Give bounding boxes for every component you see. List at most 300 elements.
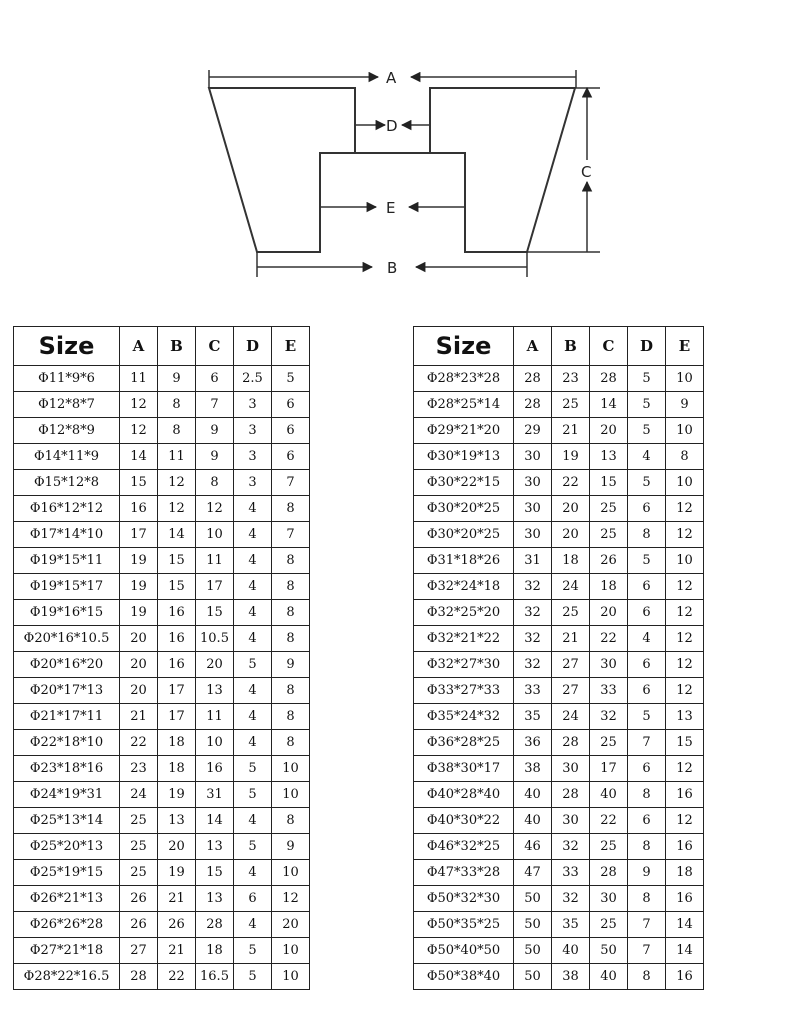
cell-c: 28 (590, 366, 628, 392)
header-b: B (158, 327, 196, 366)
cell-e: 8 (272, 704, 310, 730)
cell-e: 6 (272, 418, 310, 444)
cell-e: 7 (272, 470, 310, 496)
cell-a: 40 (514, 808, 552, 834)
table-row (414, 444, 704, 470)
cell-a: 19 (120, 548, 158, 574)
cell-a: 50 (514, 964, 552, 990)
cell-b: 8 (158, 418, 196, 444)
cell-c: 15 (196, 600, 234, 626)
cell-a: 30 (514, 470, 552, 496)
cell-a: 22 (120, 730, 158, 756)
cell-c: 28 (590, 860, 628, 886)
cell-e: 8 (272, 730, 310, 756)
cell-c: 31 (196, 782, 234, 808)
cell-c: 13 (196, 886, 234, 912)
cell-a: 25 (120, 808, 158, 834)
cell-d: 4 (234, 496, 272, 522)
cell-a: 16 (120, 496, 158, 522)
cell-b: 21 (552, 626, 590, 652)
cell-size: Φ12*8*7 (14, 392, 120, 418)
cell-d: 8 (628, 522, 666, 548)
cell-b: 16 (158, 600, 196, 626)
cell-b: 20 (552, 522, 590, 548)
table-row (414, 392, 704, 418)
cell-size: Φ17*14*10 (14, 522, 120, 548)
table-row (414, 782, 704, 808)
table-row (14, 366, 310, 392)
cell-a: 14 (120, 444, 158, 470)
cell-e: 8 (272, 548, 310, 574)
cell-b: 32 (552, 886, 590, 912)
cell-e: 10 (666, 470, 704, 496)
cell-a: 28 (120, 964, 158, 990)
cell-d: 5 (234, 652, 272, 678)
cell-b: 9 (158, 366, 196, 392)
cell-c: 25 (590, 912, 628, 938)
cell-d: 4 (234, 730, 272, 756)
label-a: A (386, 69, 397, 87)
cell-d: 4 (234, 574, 272, 600)
cell-e: 10 (272, 964, 310, 990)
cell-size: Φ30*20*25 (414, 522, 514, 548)
cell-d: 8 (628, 782, 666, 808)
cell-c: 16 (196, 756, 234, 782)
header-e: E (272, 327, 310, 366)
label-d: D (386, 117, 398, 135)
cell-a: 26 (120, 886, 158, 912)
cell-a: 29 (514, 418, 552, 444)
cell-d: 4 (234, 678, 272, 704)
cell-b: 17 (158, 704, 196, 730)
cell-b: 8 (158, 392, 196, 418)
cell-size: Φ40*30*22 (414, 808, 514, 834)
cell-b: 20 (552, 496, 590, 522)
cell-e: 15 (666, 730, 704, 756)
cell-d: 3 (234, 418, 272, 444)
cell-a: 35 (514, 704, 552, 730)
cell-b: 12 (158, 496, 196, 522)
cell-d: 5 (234, 938, 272, 964)
cell-d: 5 (234, 756, 272, 782)
cell-a: 33 (514, 678, 552, 704)
cell-b: 28 (552, 782, 590, 808)
cell-c: 30 (590, 886, 628, 912)
cell-a: 26 (120, 912, 158, 938)
cell-d: 5 (628, 704, 666, 730)
cell-b: 17 (158, 678, 196, 704)
table-row (14, 938, 310, 964)
dimension-diagram (0, 0, 800, 300)
cell-d: 8 (628, 886, 666, 912)
cell-a: 30 (514, 522, 552, 548)
table-row (14, 470, 310, 496)
cell-e: 16 (666, 886, 704, 912)
cell-b: 14 (158, 522, 196, 548)
cell-a: 40 (514, 782, 552, 808)
cell-d: 6 (234, 886, 272, 912)
cell-c: 18 (196, 938, 234, 964)
cell-c: 10 (196, 522, 234, 548)
cell-c: 25 (590, 496, 628, 522)
cell-b: 22 (158, 964, 196, 990)
cell-d: 7 (628, 730, 666, 756)
cell-c: 14 (196, 808, 234, 834)
cell-b: 15 (158, 548, 196, 574)
cell-b: 18 (158, 730, 196, 756)
cell-e: 8 (272, 496, 310, 522)
cell-a: 50 (514, 912, 552, 938)
cell-size: Φ50*32*30 (414, 886, 514, 912)
cell-b: 30 (552, 808, 590, 834)
cell-d: 4 (234, 522, 272, 548)
cell-d: 3 (234, 444, 272, 470)
table-row (14, 782, 310, 808)
cell-e: 12 (666, 808, 704, 834)
cell-e: 10 (272, 756, 310, 782)
cell-e: 9 (272, 652, 310, 678)
cell-size: Φ46*32*25 (414, 834, 514, 860)
cell-a: 20 (120, 678, 158, 704)
cell-c: 10 (196, 730, 234, 756)
cell-b: 19 (158, 860, 196, 886)
cell-c: 15 (590, 470, 628, 496)
table-row (414, 600, 704, 626)
cell-e: 20 (272, 912, 310, 938)
cell-b: 16 (158, 652, 196, 678)
cell-d: 4 (234, 548, 272, 574)
cell-a: 25 (120, 860, 158, 886)
cell-a: 47 (514, 860, 552, 886)
table-row (14, 964, 310, 990)
cell-c: 11 (196, 704, 234, 730)
cell-e: 14 (666, 912, 704, 938)
cell-size: Φ16*12*12 (14, 496, 120, 522)
cell-e: 12 (666, 626, 704, 652)
cell-c: 26 (590, 548, 628, 574)
cell-d: 3 (234, 470, 272, 496)
table-row (14, 496, 310, 522)
cell-size: Φ23*18*16 (14, 756, 120, 782)
cell-a: 17 (120, 522, 158, 548)
cell-a: 23 (120, 756, 158, 782)
cell-size: Φ20*16*10.5 (14, 626, 120, 652)
cell-b: 24 (552, 574, 590, 600)
cell-d: 6 (628, 756, 666, 782)
cell-d: 4 (628, 626, 666, 652)
cell-e: 12 (666, 496, 704, 522)
cell-a: 38 (514, 756, 552, 782)
cell-b: 18 (158, 756, 196, 782)
cell-e: 10 (272, 938, 310, 964)
table-row (414, 652, 704, 678)
cell-size: Φ50*38*40 (414, 964, 514, 990)
cell-c: 13 (196, 678, 234, 704)
cell-size: Φ20*17*13 (14, 678, 120, 704)
cell-size: Φ36*28*25 (414, 730, 514, 756)
table-row (14, 834, 310, 860)
cell-b: 18 (552, 548, 590, 574)
cell-c: 6 (196, 366, 234, 392)
dimension-c (527, 88, 600, 252)
table-row (414, 678, 704, 704)
cell-size: Φ19*15*17 (14, 574, 120, 600)
table-row (14, 730, 310, 756)
cell-d: 6 (628, 678, 666, 704)
table-row (414, 808, 704, 834)
cell-b: 30 (552, 756, 590, 782)
cell-e: 9 (272, 834, 310, 860)
cell-a: 32 (514, 652, 552, 678)
cell-b: 32 (552, 834, 590, 860)
cell-d: 5 (628, 548, 666, 574)
cell-a: 20 (120, 652, 158, 678)
cell-b: 21 (158, 938, 196, 964)
cell-d: 5 (628, 418, 666, 444)
table-row (14, 886, 310, 912)
cell-c: 22 (590, 626, 628, 652)
cell-e: 8 (272, 678, 310, 704)
cell-d: 4 (234, 600, 272, 626)
cell-c: 11 (196, 548, 234, 574)
cell-b: 33 (552, 860, 590, 886)
cell-b: 27 (552, 678, 590, 704)
cell-size: Φ31*18*26 (414, 548, 514, 574)
cell-c: 17 (590, 756, 628, 782)
cell-d: 2.5 (234, 366, 272, 392)
cell-e: 10 (272, 860, 310, 886)
cell-b: 25 (552, 600, 590, 626)
cell-e: 12 (666, 600, 704, 626)
cell-c: 14 (590, 392, 628, 418)
label-c: C (581, 163, 592, 181)
table-row (14, 574, 310, 600)
table-row (414, 574, 704, 600)
cell-d: 5 (234, 782, 272, 808)
cell-e: 16 (666, 834, 704, 860)
cell-c: 25 (590, 730, 628, 756)
cell-e: 12 (666, 652, 704, 678)
table-row (14, 522, 310, 548)
cell-size: Φ50*40*50 (414, 938, 514, 964)
part-outline (209, 88, 575, 252)
cell-size: Φ27*21*18 (14, 938, 120, 964)
cell-a: 21 (120, 704, 158, 730)
cell-d: 8 (628, 964, 666, 990)
table-header-row (14, 327, 310, 366)
cell-b: 13 (158, 808, 196, 834)
header-b: B (552, 327, 590, 366)
cell-a: 36 (514, 730, 552, 756)
cell-b: 26 (158, 912, 196, 938)
cell-d: 6 (628, 600, 666, 626)
table-row (14, 678, 310, 704)
cell-e: 10 (666, 548, 704, 574)
cell-size: Φ32*27*30 (414, 652, 514, 678)
cell-c: 22 (590, 808, 628, 834)
cell-size: Φ26*21*13 (14, 886, 120, 912)
header-d: D (234, 327, 272, 366)
cell-a: 50 (514, 938, 552, 964)
cell-d: 5 (628, 470, 666, 496)
cell-d: 4 (234, 912, 272, 938)
cell-size: Φ12*8*9 (14, 418, 120, 444)
table-row (14, 912, 310, 938)
table-row (14, 808, 310, 834)
cell-size: Φ26*26*28 (14, 912, 120, 938)
table-row (14, 756, 310, 782)
cell-e: 18 (666, 860, 704, 886)
cell-e: 12 (666, 574, 704, 600)
cell-b: 40 (552, 938, 590, 964)
cell-a: 30 (514, 444, 552, 470)
table-row (414, 756, 704, 782)
cell-a: 30 (514, 496, 552, 522)
table-row (14, 626, 310, 652)
cell-size: Φ30*20*25 (414, 496, 514, 522)
cell-size: Φ29*21*20 (414, 418, 514, 444)
cell-e: 5 (272, 366, 310, 392)
cell-c: 13 (590, 444, 628, 470)
cell-size: Φ15*12*8 (14, 470, 120, 496)
cell-size: Φ14*11*9 (14, 444, 120, 470)
cell-size: Φ30*22*15 (414, 470, 514, 496)
table-row (414, 626, 704, 652)
cell-size: Φ19*16*15 (14, 600, 120, 626)
table-row (414, 418, 704, 444)
cell-b: 35 (552, 912, 590, 938)
cell-c: 25 (590, 834, 628, 860)
cell-c: 32 (590, 704, 628, 730)
cell-a: 24 (120, 782, 158, 808)
cell-size: Φ50*35*25 (414, 912, 514, 938)
cell-c: 8 (196, 470, 234, 496)
size-table-right (413, 326, 704, 990)
cell-e: 9 (666, 392, 704, 418)
cell-e: 10 (666, 366, 704, 392)
cell-b: 21 (158, 886, 196, 912)
cell-size: Φ20*16*20 (14, 652, 120, 678)
table-row (414, 366, 704, 392)
cell-c: 12 (196, 496, 234, 522)
cell-b: 19 (158, 782, 196, 808)
cell-c: 16.5 (196, 964, 234, 990)
table-row (414, 834, 704, 860)
cell-size: Φ30*19*13 (414, 444, 514, 470)
cell-c: 28 (196, 912, 234, 938)
table-row (414, 938, 704, 964)
cell-b: 27 (552, 652, 590, 678)
cell-d: 7 (628, 912, 666, 938)
cell-c: 9 (196, 444, 234, 470)
cell-c: 7 (196, 392, 234, 418)
cell-b: 25 (552, 392, 590, 418)
cell-size: Φ32*24*18 (414, 574, 514, 600)
table-row (414, 496, 704, 522)
cell-e: 6 (272, 444, 310, 470)
cell-e: 13 (666, 704, 704, 730)
cell-e: 10 (666, 418, 704, 444)
cell-e: 8 (272, 574, 310, 600)
table-row (14, 418, 310, 444)
table-row (414, 886, 704, 912)
cell-d: 5 (234, 964, 272, 990)
cell-size: Φ19*15*11 (14, 548, 120, 574)
cell-d: 4 (234, 808, 272, 834)
table-row (14, 860, 310, 886)
cell-a: 15 (120, 470, 158, 496)
table-row (414, 704, 704, 730)
cell-size: Φ25*20*13 (14, 834, 120, 860)
header-c: C (196, 327, 234, 366)
cell-a: 12 (120, 392, 158, 418)
cell-b: 15 (158, 574, 196, 600)
size-table-left (13, 326, 310, 990)
dimension-b (257, 252, 527, 277)
cell-size: Φ21*17*11 (14, 704, 120, 730)
cell-c: 25 (590, 522, 628, 548)
cell-c: 40 (590, 782, 628, 808)
cell-b: 19 (552, 444, 590, 470)
label-b: B (387, 259, 398, 277)
cell-b: 12 (158, 470, 196, 496)
dimension-e (320, 199, 465, 217)
cell-size: Φ11*9*6 (14, 366, 120, 392)
cell-a: 46 (514, 834, 552, 860)
cell-b: 11 (158, 444, 196, 470)
header-a: A (120, 327, 158, 366)
cell-c: 40 (590, 964, 628, 990)
cell-e: 12 (666, 678, 704, 704)
cell-size: Φ40*28*40 (414, 782, 514, 808)
cell-a: 20 (120, 626, 158, 652)
cell-c: 30 (590, 652, 628, 678)
cell-a: 25 (120, 834, 158, 860)
cell-a: 28 (514, 366, 552, 392)
cell-e: 7 (272, 522, 310, 548)
cell-e: 6 (272, 392, 310, 418)
cell-d: 5 (234, 834, 272, 860)
cell-a: 28 (514, 392, 552, 418)
header-d: D (628, 327, 666, 366)
table-row (14, 392, 310, 418)
cell-d: 5 (628, 392, 666, 418)
cell-b: 16 (158, 626, 196, 652)
cell-size: Φ35*24*32 (414, 704, 514, 730)
cell-size: Φ24*19*31 (14, 782, 120, 808)
cell-size: Φ32*25*20 (414, 600, 514, 626)
cell-a: 19 (120, 600, 158, 626)
cell-e: 14 (666, 938, 704, 964)
cell-d: 6 (628, 808, 666, 834)
cell-a: 31 (514, 548, 552, 574)
table-header-row (414, 327, 704, 366)
cell-a: 32 (514, 574, 552, 600)
header-size: Size (14, 327, 120, 366)
cell-size: Φ28*25*14 (414, 392, 514, 418)
cell-d: 4 (628, 444, 666, 470)
table-row (414, 912, 704, 938)
table-row (414, 470, 704, 496)
cell-b: 21 (552, 418, 590, 444)
cell-d: 4 (234, 626, 272, 652)
cell-b: 22 (552, 470, 590, 496)
cell-d: 6 (628, 652, 666, 678)
cell-a: 27 (120, 938, 158, 964)
cell-b: 20 (158, 834, 196, 860)
cell-a: 32 (514, 600, 552, 626)
cell-e: 12 (272, 886, 310, 912)
